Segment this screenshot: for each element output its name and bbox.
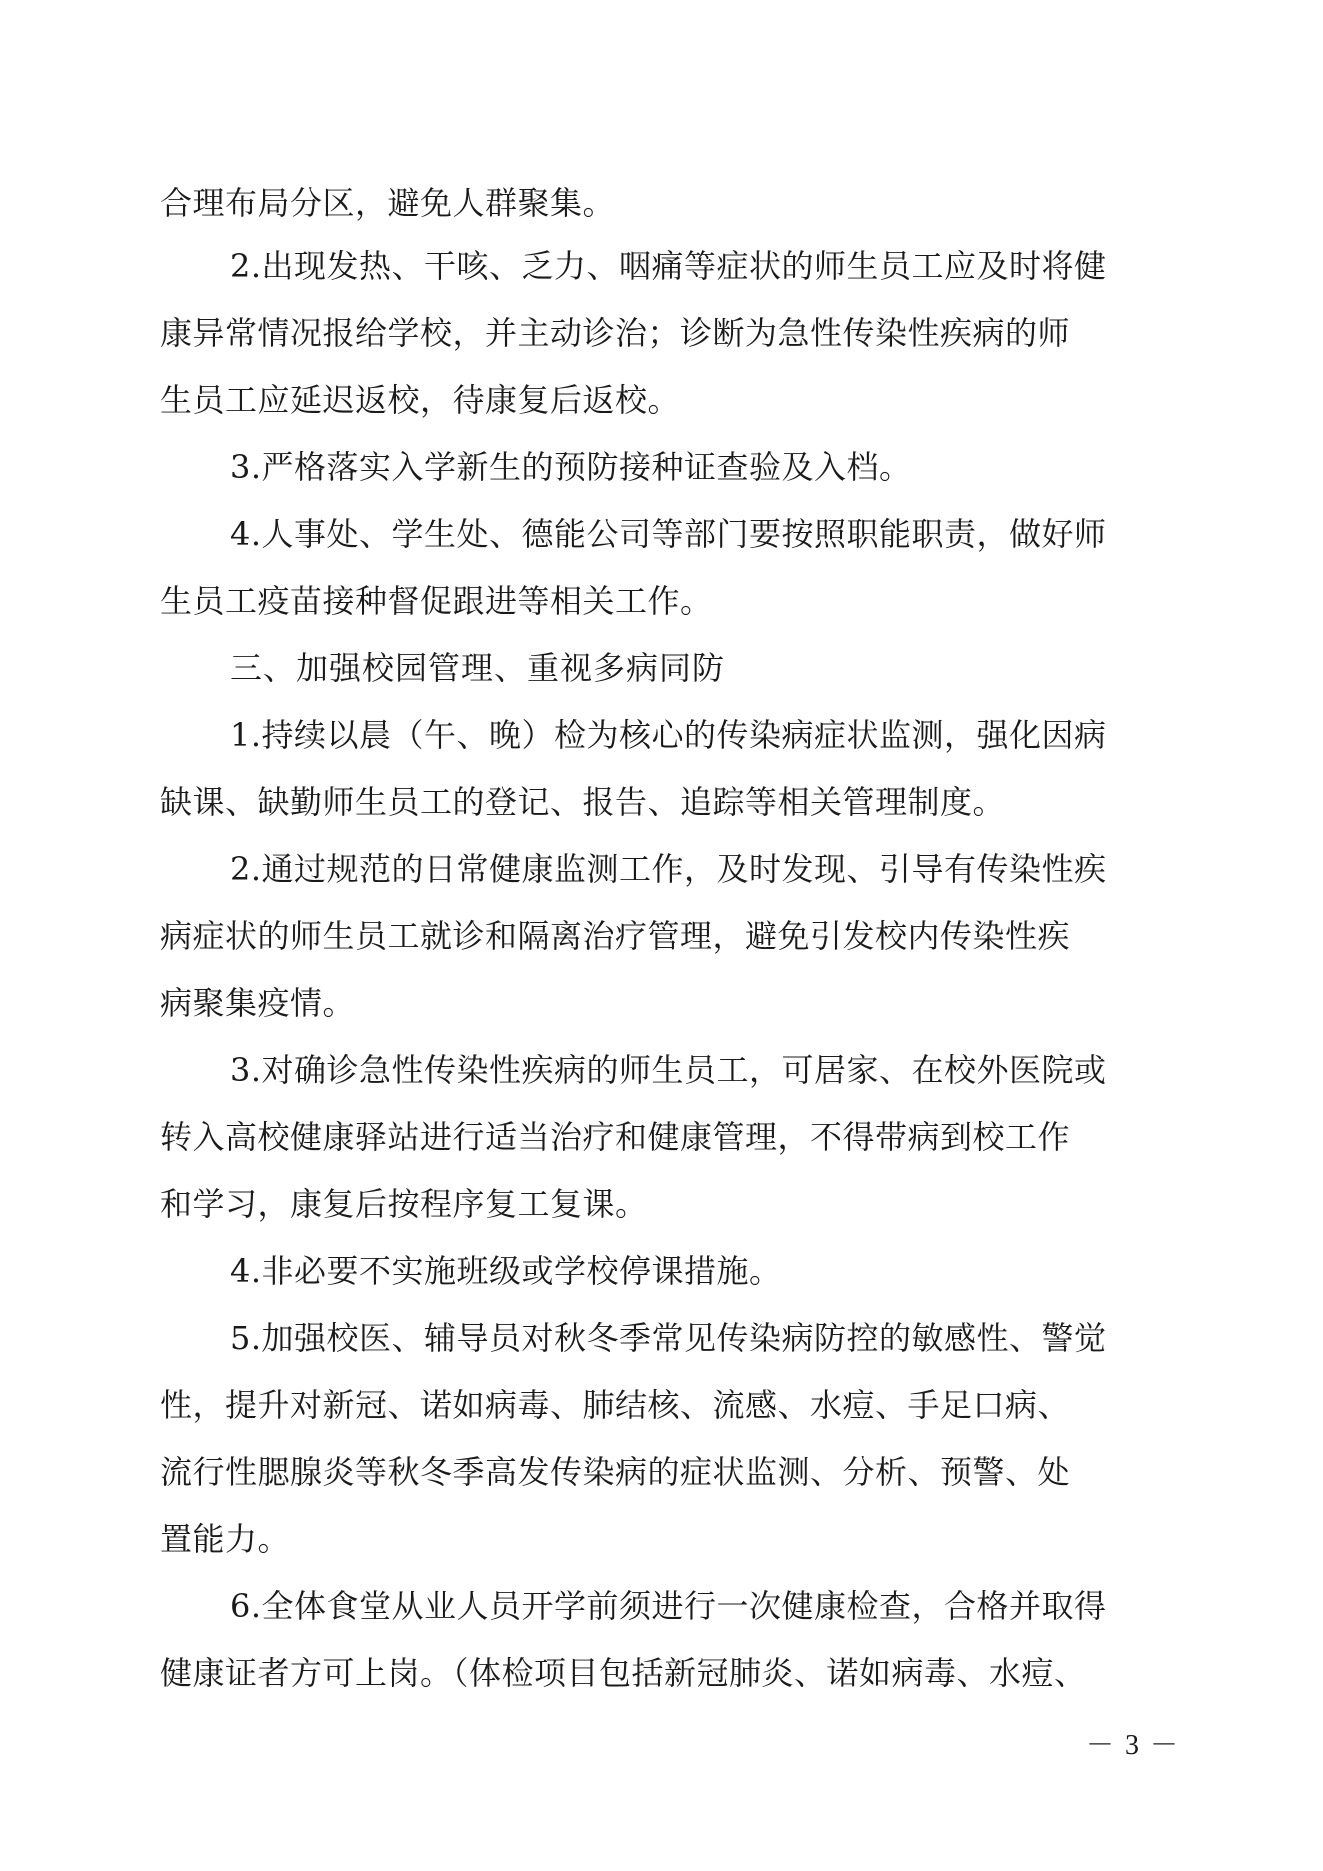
paragraph-5-line-1: 5.加强校医、辅导员对秋冬季常见传染病防控的敏感性、警觉 [230,1319,1107,1357]
text-line: 缺课、缺勤师生员工的登记、报告、追踪等相关管理制度。 [160,783,1006,821]
section-heading: 三、加强校园管理、重视多病同防 [230,649,726,687]
paragraph-2-line-1: 2.出现发热、干咳、乏力、咽痛等症状的师生员工应及时将健 [230,247,1107,285]
text-line: 性，提升对新冠、诺如病毒、肺结核、流感、水痘、手足口病、 [160,1386,1071,1424]
paragraph-1-line-1: 1.持续以晨（午、晚）检为核心的传染病症状监测，强化因病 [230,716,1107,754]
paragraph-3-line-1: 3.严格落实入学新生的预防接种证查验及入档。 [230,448,912,486]
text-line: 康异常情况报给学校，并主动诊治；诊断为急性传染性疾病的师 [160,314,1071,352]
paragraph-2-line-1: 2.通过规范的日常健康监测工作，及时发现、引导有传染性疾 [230,850,1107,888]
text-line: 流行性腮腺炎等秋冬季高发传染病的症状监测、分析、预警、处 [160,1453,1071,1491]
text-line: 转入高校健康驿站进行适当治疗和健康管理，不得带病到校工作 [160,1118,1071,1156]
text-line: 置能力。 [160,1520,291,1558]
paragraph-4-line-1: 4.人事处、学生处、德能公司等部门要按照职能职责，做好师 [230,515,1107,553]
paragraph-4-line-1: 4.非必要不实施班级或学校停课措施。 [230,1252,782,1290]
text-line: 病聚集疫情。 [160,984,356,1022]
text-line: 生员工疫苗接种督促跟进等相关工作。 [160,582,713,620]
text-line: 生员工应延迟返校，待康复后返校。 [160,381,681,419]
paragraph-3-line-1: 3.对确诊急性传染性疾病的师生员工，可居家、在校外医院或 [230,1051,1107,1089]
text-line: 和学习，康复后按程序复工复课。 [160,1185,648,1223]
text-line: 合理布局分区，避免人群聚集。 [160,184,616,222]
text-line: 病症状的师生员工就诊和隔离治疗管理，避免引发校内传染性疾 [160,917,1071,955]
text-line: 健康证者方可上岗。（体检项目包括新冠肺炎、诺如病毒、水痘、 [160,1654,1087,1692]
page-number: － 3 － [1085,1730,1180,1761]
paragraph-6-line-1: 6.全体食堂从业人员开学前须进行一次健康检查，合格并取得 [230,1587,1107,1625]
